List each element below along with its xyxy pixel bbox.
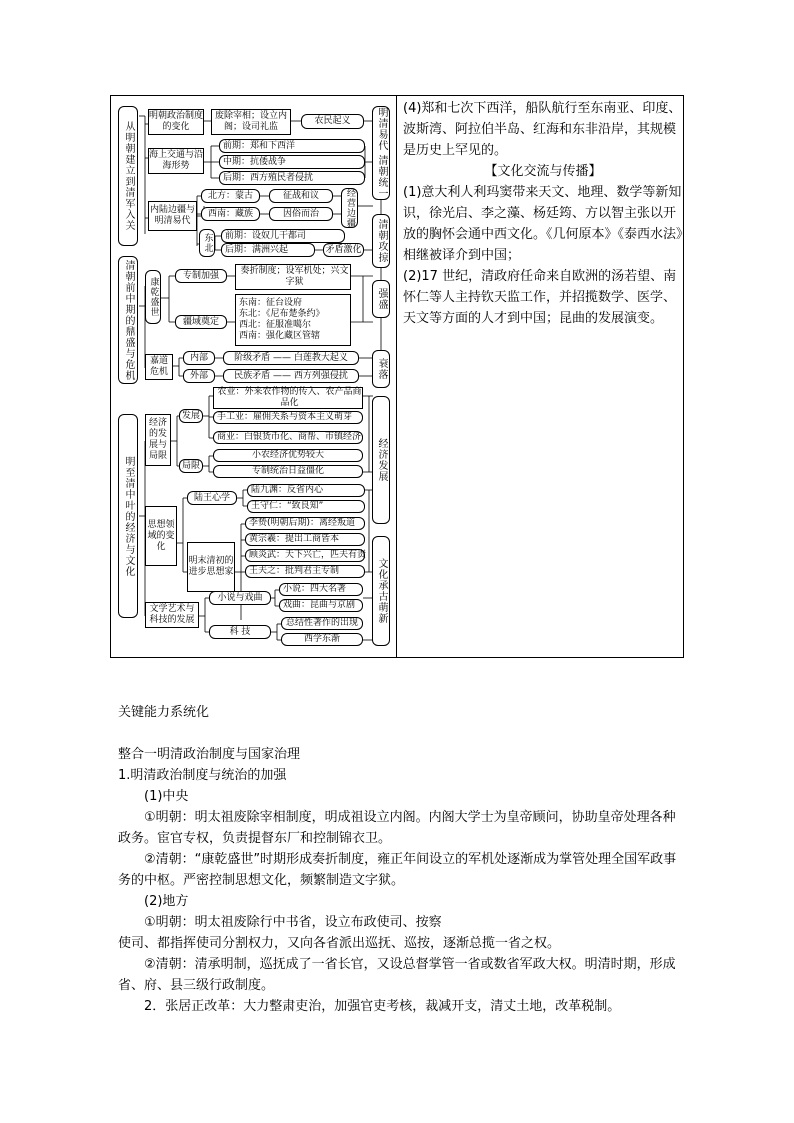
node-north-mongol: 北方：蒙古 [201, 189, 260, 203]
local-ming-cont: 使司、都指挥使司分割权力，又向各省派出巡抚、巡按，逐渐总揽一省之权。 [118, 936, 561, 951]
heading-1: 1.明清政治制度与统治的加强 [118, 768, 287, 783]
stage-box-culture: 文化承古萌新 [372, 536, 390, 646]
node-handicraft: 手工业：雇佣关系与资本主义萌芽 [213, 411, 363, 424]
node-thought: 思想领域的变化 [145, 506, 177, 566]
node-summary-works: 总结性著作的出现 [281, 617, 363, 630]
main-text [118, 702, 678, 1017]
node-novels: 小说：四大名著 [279, 583, 363, 596]
node-lu-jiuyuan: 陆九渊：反省内心 [247, 484, 365, 497]
node-ming-political-system: 明朝政治制度的变化 [148, 109, 204, 135]
matteo-ricci-paragraph: (1)意大利人利玛窦带来天文、地理、数学等新知识，徐光启、李之藻、杨廷筠、方以智主张以开放的胸怀会通中西文化。《几何原本》《泰西水法》相继被译介到中国； [403, 185, 683, 263]
node-territory-list [235, 294, 351, 346]
node-class-conflict: 阶级矛盾 —— 白莲教大起义 [223, 351, 359, 365]
node-kangqian-era: 康乾盛世 [145, 270, 161, 324]
node-maritime-late: 后期：西方殖民者侵扰 [219, 171, 365, 185]
node-limitation: 局限 [179, 459, 203, 473]
territory-northwest: 西北：征服准噶尔 [239, 320, 312, 330]
node-commerce: 商业：白银货币化、商帮、市镇经济 [213, 431, 363, 444]
node-development: 发展 [179, 409, 203, 423]
heading-local: (2)地方 [144, 894, 189, 909]
era-box-qing-prosperity-crisis: 清朝前中期的鼎盛与危机 [118, 256, 138, 384]
central-qing: ②清朝：“康乾盛世”时期形成奏折制度，雍正年间设立的军机处逐渐成为掌管处理全国军政事务的中枢。严密控制思想文化，频繁制造文字狱。 [118, 852, 677, 888]
node-territory: 疆域奠定 [175, 315, 227, 329]
culture-exchange-heading: 【文化交流与传播】 [484, 164, 602, 179]
node-luwang: 陆王心学 [187, 491, 237, 505]
territory-southwest: 西南：强化藏区管辖 [239, 331, 321, 341]
node-li-zhi: 李贽(明朝后期)：离经叛道 [245, 517, 365, 530]
node-maritime-situation: 海上交通与沿海形势 [148, 148, 204, 174]
stage-box-economic-development: 经济发展 [372, 396, 390, 524]
stage-box-dynasty-change: 明清易代 清朝统一 [372, 106, 390, 200]
node-war-and-peace: 征战和议 [269, 189, 333, 203]
section-title: 关键能力系统化 [118, 705, 210, 720]
node-literature-tech: 文学艺术与科技的发展 [145, 602, 199, 628]
heading-central: (1)中央 [144, 789, 189, 804]
node-western-learning: 西学东渐 [281, 633, 363, 646]
node-northeast: 东北 [199, 229, 215, 257]
node-manage-frontier: 经营边疆 [341, 188, 358, 228]
territory-northeast: 东北：《尼布楚条约》 [239, 309, 325, 319]
node-technology: 科 技 [209, 625, 271, 639]
node-huang-zongxi: 黄宗羲：提出工商皆本 [245, 533, 365, 546]
era-box-economy-culture: 明至清中叶的经济与文化 [118, 414, 138, 618]
central-ming: ①明朝：明太祖废除宰相制度，明成祖设立内阁。内阁大学士为皇帝顾问，协助皇帝处理各种政务。宦官专权，负责提督东厂和控制锦衣卫。 [118, 810, 676, 846]
stage-box-prosperity: 强盛 [372, 280, 390, 318]
territory-southeast: 东南：征台设府 [239, 298, 303, 308]
right-column-text [403, 98, 683, 329]
topic-title: 整合一明清政治制度与国家治理 [118, 747, 301, 762]
node-jiadao-crisis: 嘉道危机 [145, 354, 173, 380]
node-agriculture: 农业：外来农作物的传入、农产品商品化 [213, 387, 363, 409]
node-contradiction: 矛盾激化 [323, 243, 364, 257]
stage-box-decline: 衰落 [372, 350, 390, 388]
node-maritime-early: 前期：郑和下西洋 [219, 139, 365, 153]
zhenghe-paragraph: (4)郑和七次下西洋，船队航行至东南亚、印度、波斯湾、阿拉伯半岛、红海和东非沿岸，其规模是历史上罕见的。 [403, 101, 682, 158]
node-abolish-chancellor: 废除宰相；设立内阁；设司礼监 [211, 109, 291, 135]
node-inland-frontier: 内陆边疆与明清易代 [148, 201, 197, 231]
node-ne-late: 后期：满洲兴起 [221, 243, 315, 257]
era-box-ming-to-qing-entry: 从明朝建立到清军入关 [118, 106, 138, 246]
knowledge-diagram [111, 96, 396, 657]
node-progressive-thinkers: 明末清初的进步思想家 [187, 542, 235, 592]
node-wang-shouren: 王守仁：“致良知” [247, 500, 365, 513]
node-wang-fuzhi: 王夫之：批判君主专制 [245, 565, 365, 578]
node-memorial-system: 奏折制度；设军机处；兴文字狱 [235, 264, 351, 290]
node-peasant-uprising: 农民起义 [301, 114, 364, 129]
node-rigid-autocracy: 专制统治日益僵化 [213, 465, 363, 478]
node-gu-yanwu: 顾炎武：天下兴亡，匹夫有责 [245, 549, 365, 562]
node-external: 外部 [183, 369, 215, 383]
node-opera: 戏曲：昆曲与京剧 [279, 599, 363, 612]
local-ming: ①明朝：明太祖废除行中书省，设立布政使司、按察 [144, 915, 442, 930]
node-small-peasant: 小农经济优势较大 [213, 449, 363, 462]
node-southwest-tibet: 西南：藏族 [201, 207, 260, 221]
node-ne-early: 前期：设奴儿干都司 [221, 229, 345, 243]
blank-line [118, 723, 678, 744]
heading-2: 2．张居正改革：大力整肃吏治，加强官吏考核，裁减开支，清丈土地，改革税制。 [144, 999, 621, 1014]
summary-table [110, 95, 684, 658]
node-national-conflict: 民族矛盾 —— 西方列强侵扰 [223, 369, 359, 383]
schall-paragraph: (2)17 世纪，清政府任命来自欧洲的汤若望、南怀仁等人主持钦天监工作，并招揽数学、医学、天文等方面的人才到中国；昆曲的发展演变。 [403, 269, 677, 326]
node-internal: 内部 [183, 351, 215, 365]
local-qing: ②清朝：清承明制，巡抚成了一省长官，又设总督掌管一省或数省军政大权。明清时期，形成省、府、县三级行政制度。 [118, 957, 676, 993]
column-divider [396, 96, 397, 657]
node-govern-by-custom: 因俗而治 [269, 207, 333, 221]
node-economy: 经济的发展与局限 [145, 414, 171, 466]
stage-box-qing-conquest: 清朝攻掠 [372, 214, 390, 268]
node-autocracy: 专制加强 [175, 269, 227, 283]
node-maritime-middle: 中期：抗倭战争 [219, 155, 365, 169]
node-novel-opera: 小说与戏曲 [209, 591, 271, 605]
